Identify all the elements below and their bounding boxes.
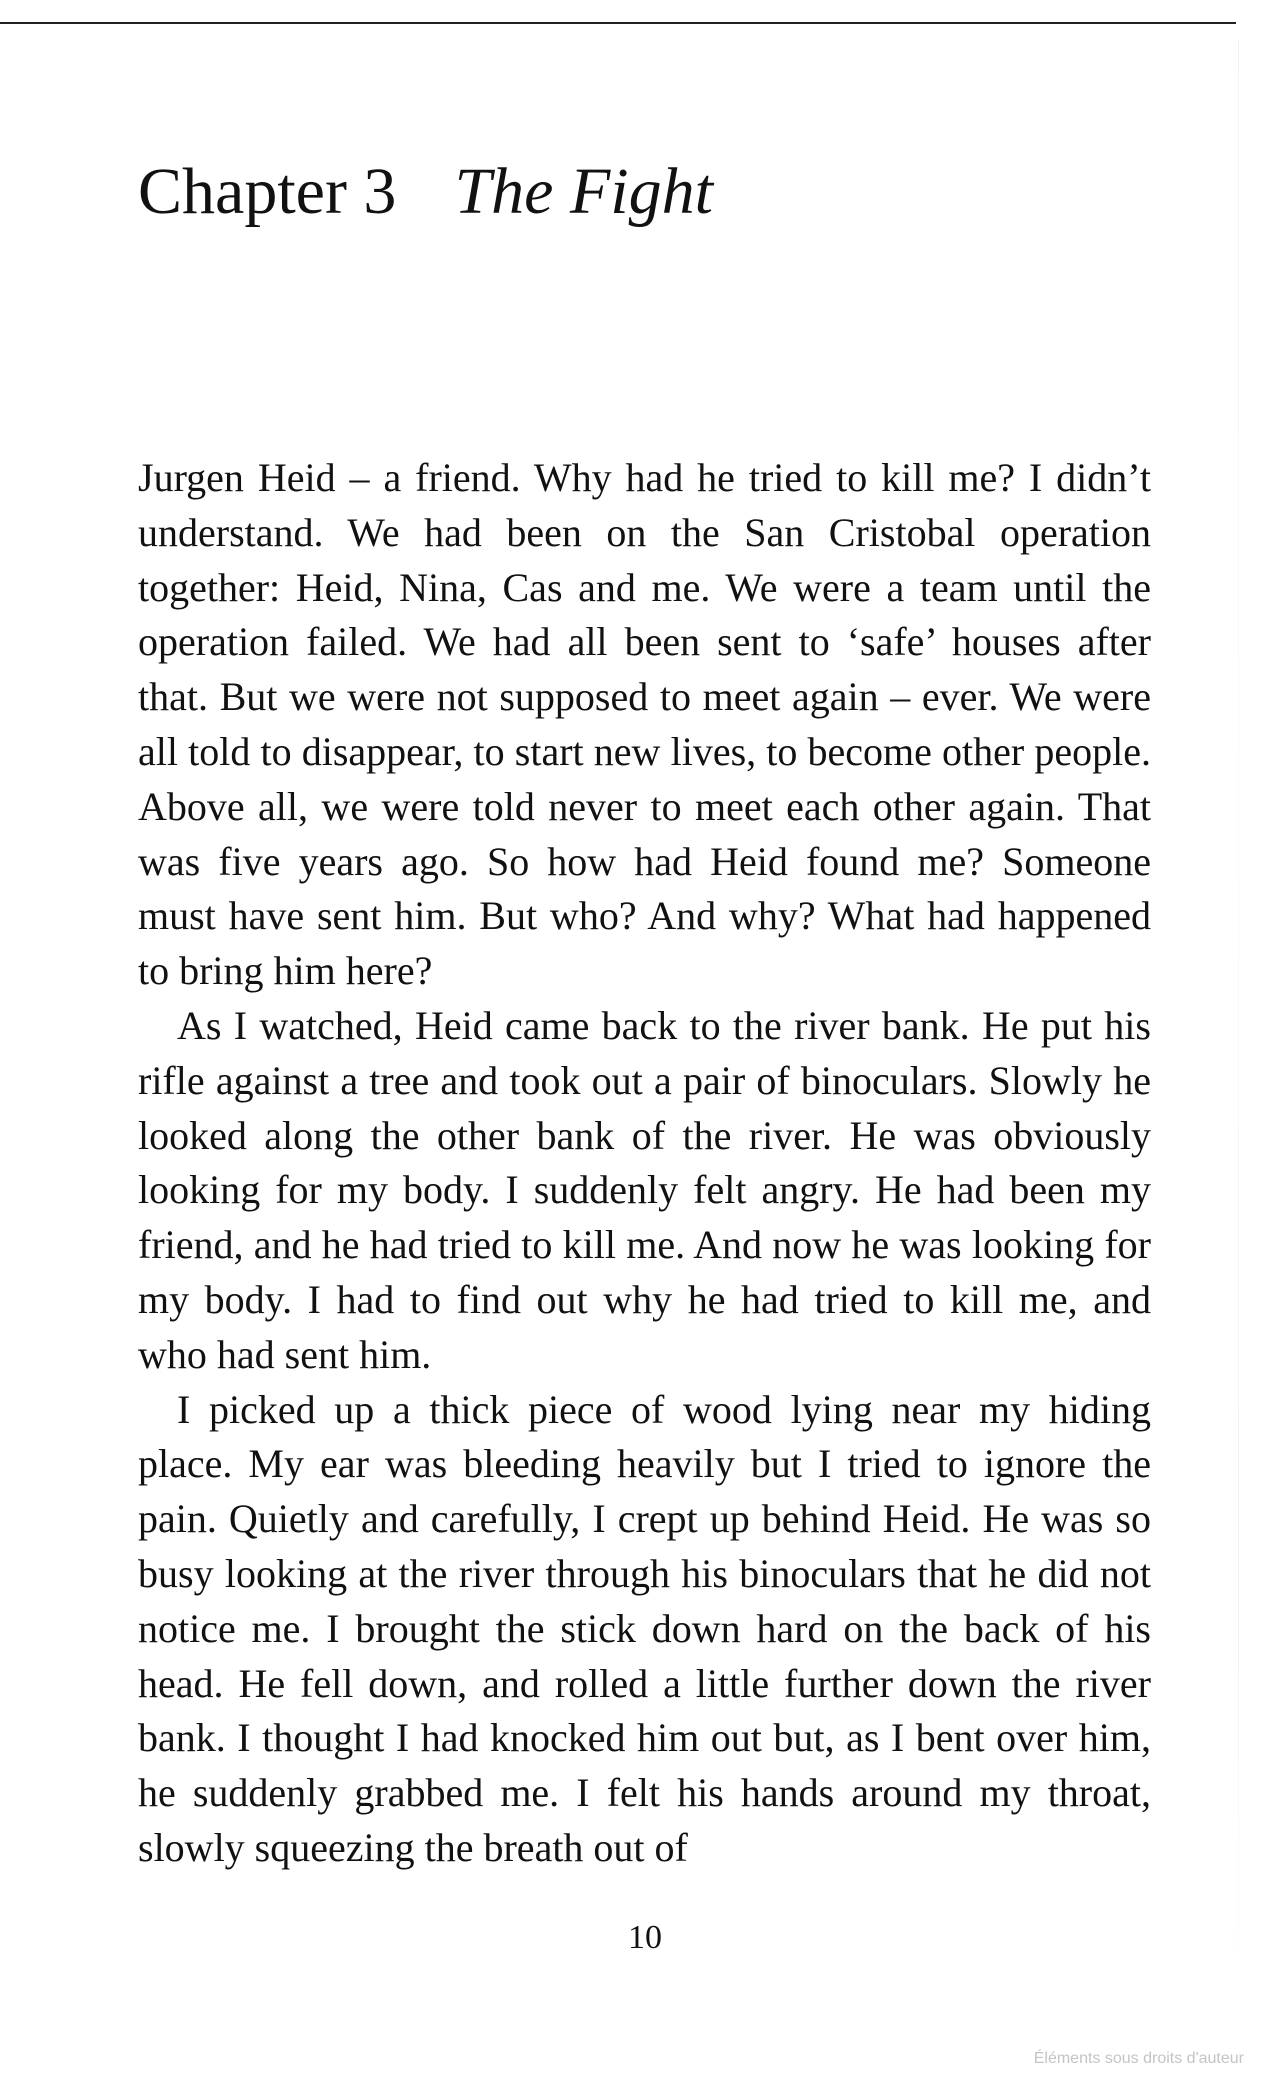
top-rule (0, 22, 1236, 24)
paragraph-3: I picked up a thick piece of wood lying near my hiding place. My ear was bleeding heavily but I tried to ignore the pain. Quietly and carefully, I crept up behind Heid. He was so busy looking at the river through his binoculars that he did not notice me. I brought the stick down hard on the back of his head. He fell down, and rolled a little further down the river bank. I thought I had knocked him out but, as I bent over him, he suddenly grabbed me. I felt his hands around my throat, slowly squeezing the breath out of (138, 1386, 1151, 1870)
paragraph-2: As I watched, Heid came back to the river bank. He put his rifle against a tree and took out a pair of binoculars. Slowly he looked along the other bank of the river. He was obviously looking for my body. I suddenly felt angry. He had been my friend, and he had tried to kill me. And now he was looking for my body. I had to find out why he had tried to kill me, and who had sent him. (138, 1002, 1151, 1377)
copyright-watermark: Éléments sous droits d'auteur (1033, 2050, 1244, 2067)
chapter-label: Chapter 3 (138, 155, 397, 228)
chapter-heading (138, 152, 713, 232)
page-edge (1238, 40, 1239, 2000)
chapter-body (138, 451, 1151, 1876)
page-number: 10 (628, 1919, 662, 1956)
paragraph-1: Jurgen Heid – a friend. Why had he tried to kill me? I didn’t understand. We had been on the San Cristobal operation together: Heid, Nina, Cas and me. We were a team until the operation failed. We had all been sent to ‘safe’ houses after that. But we were not supposed to meet again – ever. We were all told to disappear, to start new lives, to become other people. Above all, we were told never to meet each other again. That was five years ago. So how had Heid found me? Someone must have sent him. But who? And why? What had happened to bring him here? (138, 455, 1151, 994)
chapter-subtitle: The Fight (454, 155, 713, 228)
